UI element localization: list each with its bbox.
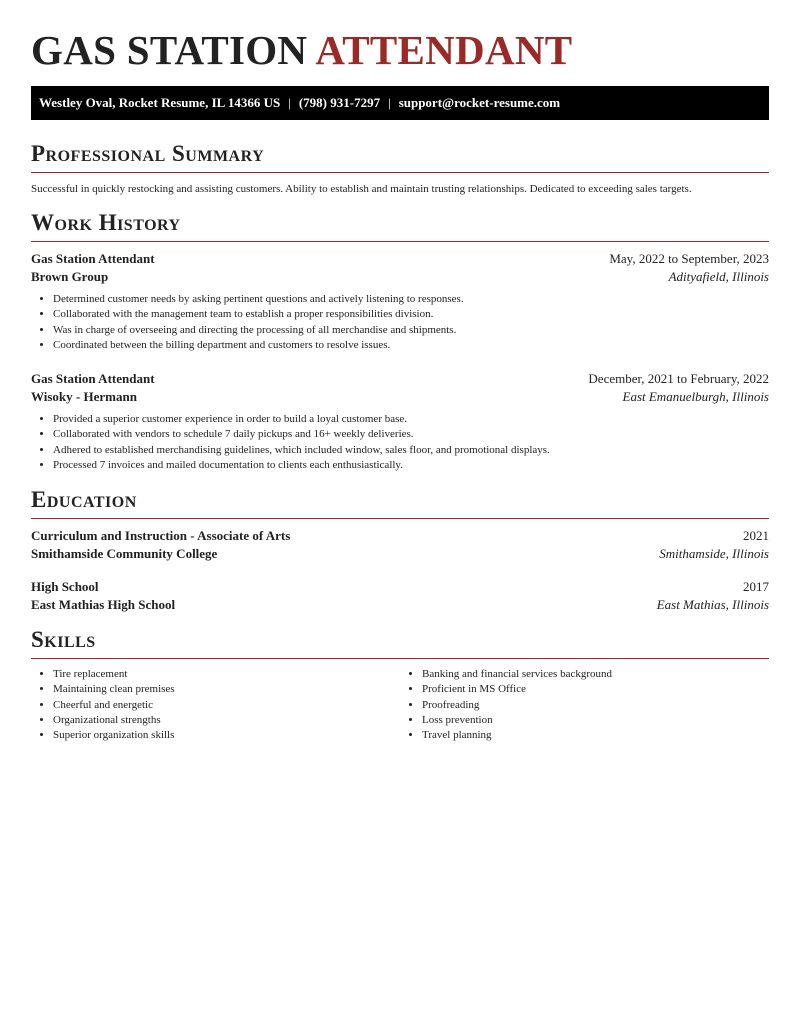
skill-item: • Tire replacement [53,667,400,682]
skills-list-left [31,667,400,743]
education-degree: High School [31,579,99,594]
list-item: • Determined customer needs by asking pertinent questions and actively listening to responses. [53,292,769,307]
skill-item: • Cheerful and energetic [53,698,400,713]
title-part-1: GAS STATION [31,27,308,73]
skills-columns [31,667,769,743]
job-entry [31,250,769,353]
job-title: Gas Station Attendant [31,251,155,266]
work-history-heading: Work History [31,210,181,235]
contact-email[interactable]: support@rocket-resume.com [398,95,561,110]
job-location: Adityafield, Illinois [668,269,769,284]
education-school: East Mathias High School [31,597,176,612]
list-item: • Adhered to established merchandising guidelines, which included window, sales floor, and promotional displays. [53,443,769,458]
job-location: East Emanuelburgh, Illinois [622,389,769,404]
list-item: • Collaborated with the management team to establish a proper responsibilities division. [53,307,769,322]
education-year: 2017 [743,579,769,594]
education-entry [31,527,769,563]
skill-item: • Organizational strengths [53,713,400,728]
education-school: Smithamside Community College [31,546,218,561]
list-item: • Collaborated with vendors to schedule 7 daily pickups and 16+ weekly deliveries. [53,427,769,442]
job-bullets [31,412,769,473]
skill-item: • Proficient in MS Office [422,682,769,697]
summary-text: Successful in quickly restocking and assisting customers. Ability to establish and maintain trusting relationships. Dedicated to exceeding sales targets. [31,183,692,195]
resume-title [31,0,769,86]
job-title: Gas Station Attendant [31,371,155,386]
list-item: • Coordinated between the billing department and customers to resolve issues. [53,338,769,353]
contact-separator: | [288,95,291,110]
title-part-2: ATTENDANT [315,27,573,73]
skill-item: • Banking and financial services background [422,667,769,682]
contact-separator: | [388,95,391,110]
list-item: • Processed 7 invoices and mailed documentation to clients each enthusiastically. [53,458,769,473]
list-item: • Was in charge of overseeing and directing the processing of all merchandise and shipments. [53,323,769,338]
section-divider [31,518,769,519]
contact-phone: (798) 931-7297 [298,95,381,110]
skill-item: • Loss prevention [422,713,769,728]
education-section [31,487,769,519]
education-entry [31,578,769,614]
skills-section [31,627,769,743]
summary-heading: Professional Summary [31,141,265,166]
job-bullets [31,292,769,353]
job-company: Brown Group [31,269,109,284]
section-divider [31,658,769,659]
skill-item: • Travel planning [422,728,769,743]
skills-list-right [400,667,769,743]
section-divider [31,241,769,242]
contact-bar [31,86,769,120]
education-heading: Education [31,487,137,512]
skill-item: • Proofreading [422,698,769,713]
job-dates: December, 2021 to February, 2022 [588,371,769,386]
skills-heading: Skills [31,627,96,652]
education-year: 2021 [743,528,769,543]
contact-address: Westley Oval, Rocket Resume, IL 14366 US [39,95,281,110]
education-location: Smithamside, Illinois [659,546,769,561]
work-history-section [31,210,769,242]
summary-section [31,141,769,196]
education-location: East Mathias, Illinois [656,597,769,612]
section-divider [31,172,769,173]
education-degree: Curriculum and Instruction - Associate of Arts [31,528,291,543]
skill-item: • Superior organization skills [53,728,400,743]
skill-item: • Maintaining clean premises [53,682,400,697]
job-dates: May, 2022 to September, 2023 [609,251,769,266]
list-item: • Provided a superior customer experience in order to build a loyal customer base. [53,412,769,427]
job-company: Wisoky - Hermann [31,389,137,404]
job-entry [31,370,769,473]
